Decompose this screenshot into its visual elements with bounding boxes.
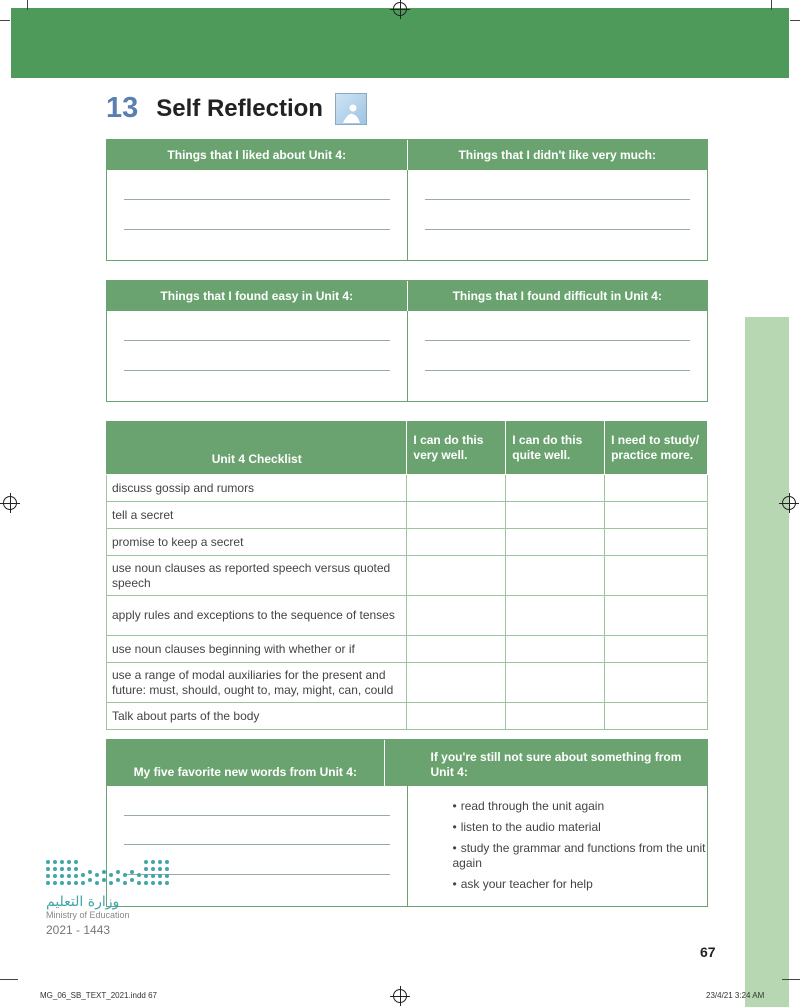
check-cell[interactable] <box>605 703 708 730</box>
logo-dot <box>165 874 169 878</box>
check-cell[interactable] <box>605 636 708 663</box>
table-row <box>107 529 708 556</box>
logo-dot <box>60 874 64 878</box>
logo-dot <box>46 867 50 871</box>
likes-writing-area[interactable] <box>107 170 407 260</box>
writing-line <box>124 844 390 845</box>
dislikes-writing-area[interactable] <box>407 170 708 260</box>
edition-year: 2021 - 1443 <box>46 923 111 937</box>
logo-dot <box>123 873 127 877</box>
ministry-arabic: وزارة التعليم <box>46 894 120 910</box>
words-box <box>106 739 708 907</box>
table-row <box>107 596 708 636</box>
check-cell[interactable] <box>506 556 605 596</box>
side-tab <box>745 317 789 1007</box>
unit-checklist-table <box>106 420 708 730</box>
logo-dot <box>60 860 64 864</box>
list-item: • study the grammar and functions from the unit again <box>453 841 708 871</box>
logo-dot <box>116 870 120 874</box>
crop-mark <box>27 0 28 10</box>
col-quite-well: I can do this quite well. <box>506 421 605 475</box>
logo-dot <box>158 881 162 885</box>
tips-list <box>408 786 708 892</box>
checklist-header: Unit 4 Checklist <box>107 421 407 475</box>
writing-line <box>124 370 390 371</box>
table-row <box>107 502 708 529</box>
checklist-item: use noun clauses as reported speech versus quoted speech <box>107 556 407 596</box>
table-row <box>107 636 708 663</box>
writing-line <box>425 340 691 341</box>
check-cell[interactable] <box>407 663 506 703</box>
logo-dot <box>81 873 85 877</box>
logo-dot <box>81 881 85 885</box>
logo-dot <box>151 860 155 864</box>
check-cell[interactable] <box>605 556 708 596</box>
list-item: • ask your teacher for help <box>453 877 708 892</box>
logo-dot <box>53 867 57 871</box>
checklist-item: use a range of modal auxiliaries for the present and future: must, should, ought to, may, might, can, could <box>107 663 407 703</box>
logo-dot <box>165 881 169 885</box>
crop-mark <box>790 20 800 21</box>
logo-dot <box>158 860 162 864</box>
check-cell[interactable] <box>407 703 506 730</box>
file-slug: MG_06_SB_TEXT_2021.indd 67 <box>40 991 157 1000</box>
logo-dot <box>60 867 64 871</box>
logo-dot <box>67 860 71 864</box>
easy-header: Things that I found easy in Unit 4: <box>160 289 354 303</box>
section-number: 13 <box>106 92 139 124</box>
checklist-item: discuss gossip and rumors <box>107 475 407 502</box>
checklist-item: apply rules and exceptions to the sequence of tenses <box>107 596 407 636</box>
writing-line <box>124 199 390 200</box>
writing-line <box>425 199 691 200</box>
checklist-item: promise to keep a secret <box>107 529 407 556</box>
section-heading <box>106 92 367 125</box>
unsure-header: If you're still not sure about something from Unit 4: <box>384 740 708 786</box>
logo-dot <box>53 881 57 885</box>
col-very-well: I can do this very well. <box>407 421 506 475</box>
writing-line <box>124 229 390 230</box>
registration-mark-right <box>782 496 796 510</box>
tips-area <box>407 786 708 906</box>
check-cell[interactable] <box>407 529 506 556</box>
check-cell[interactable] <box>506 475 605 502</box>
col-need-study: I need to study/ practice more. <box>605 421 708 475</box>
writing-line <box>425 370 691 371</box>
crop-mark <box>0 979 18 980</box>
logo-dot <box>144 867 148 871</box>
list-item: • listen to the audio material <box>453 820 708 835</box>
check-cell[interactable] <box>407 636 506 663</box>
page-number: 67 <box>700 944 716 960</box>
check-cell[interactable] <box>407 556 506 596</box>
page-title: Self Reflection <box>156 94 323 122</box>
writing-line <box>124 815 390 816</box>
writing-line <box>425 229 691 230</box>
check-cell[interactable] <box>506 529 605 556</box>
check-cell[interactable] <box>506 663 605 703</box>
logo-dot <box>46 860 50 864</box>
logo-dot <box>165 860 169 864</box>
check-cell[interactable] <box>605 529 708 556</box>
logo-dot <box>67 874 71 878</box>
logo-dot <box>151 874 155 878</box>
logo-dot <box>130 870 134 874</box>
logo-dot <box>88 878 92 882</box>
logo-dot <box>130 878 134 882</box>
logo-dot <box>137 873 141 877</box>
crop-mark <box>0 20 10 21</box>
logo-dot <box>151 881 155 885</box>
date-slug: 23/4/21 3:24 AM <box>706 991 765 1000</box>
logo-dot <box>95 881 99 885</box>
logo-dot <box>158 867 162 871</box>
writing-line <box>124 340 390 341</box>
logo-dot <box>151 867 155 871</box>
logo-dot <box>74 881 78 885</box>
logo-dot <box>102 870 106 874</box>
favorite-words-header: My five favorite new words from Unit 4: <box>133 765 357 779</box>
ease-box <box>106 280 708 402</box>
crop-mark <box>771 0 772 10</box>
ministry-english: Ministry of Education <box>46 910 130 920</box>
check-cell[interactable] <box>605 502 708 529</box>
table-row <box>107 663 708 703</box>
easy-writing-area[interactable] <box>107 311 407 401</box>
check-cell[interactable] <box>605 475 708 502</box>
logo-dot <box>165 867 169 871</box>
difficult-writing-area[interactable] <box>407 311 708 401</box>
ministry-dots-icon <box>46 856 186 892</box>
check-cell[interactable] <box>407 475 506 502</box>
registration-mark-left <box>3 496 17 510</box>
logo-dot <box>144 874 148 878</box>
logo-dot <box>102 878 106 882</box>
crop-mark <box>782 979 800 980</box>
logo-dot <box>53 874 57 878</box>
check-cell[interactable] <box>605 663 708 703</box>
ministry-logo <box>46 856 186 937</box>
reflection-icon <box>335 93 367 125</box>
logo-dot <box>144 860 148 864</box>
likes-box <box>106 139 708 261</box>
check-cell[interactable] <box>605 596 708 636</box>
logo-dot <box>123 881 127 885</box>
registration-mark-top <box>393 2 407 16</box>
likes-header: Things that I liked about Unit 4: <box>167 148 347 162</box>
difficult-header: Things that I found difficult in Unit 4: <box>407 281 708 311</box>
table-row <box>107 703 708 730</box>
table-row <box>107 556 708 596</box>
checklist-item: Talk about parts of the body <box>107 703 407 730</box>
logo-dot <box>109 873 113 877</box>
check-cell[interactable] <box>407 502 506 529</box>
logo-dot <box>144 881 148 885</box>
logo-dot <box>109 881 113 885</box>
logo-dot <box>88 870 92 874</box>
check-cell[interactable] <box>506 596 605 636</box>
logo-dot <box>67 867 71 871</box>
logo-dot <box>46 881 50 885</box>
checklist-item: tell a secret <box>107 502 407 529</box>
check-cell[interactable] <box>506 703 605 730</box>
check-cell[interactable] <box>506 502 605 529</box>
logo-dot <box>116 878 120 882</box>
logo-dot <box>74 860 78 864</box>
check-cell[interactable] <box>506 636 605 663</box>
checklist-item: use noun clauses beginning with whether or if <box>107 636 407 663</box>
registration-mark-bottom <box>393 989 407 1003</box>
logo-dot <box>53 860 57 864</box>
dislikes-header: Things that I didn't like very much: <box>407 140 708 170</box>
table-row <box>107 475 708 502</box>
logo-dot <box>74 874 78 878</box>
logo-dot <box>95 873 99 877</box>
logo-dot <box>46 874 50 878</box>
check-cell[interactable] <box>407 596 506 636</box>
logo-dot <box>74 867 78 871</box>
logo-dot <box>158 874 162 878</box>
logo-dot <box>60 881 64 885</box>
list-item: • read through the unit again <box>453 799 708 814</box>
logo-dot <box>67 881 71 885</box>
logo-dot <box>137 881 141 885</box>
